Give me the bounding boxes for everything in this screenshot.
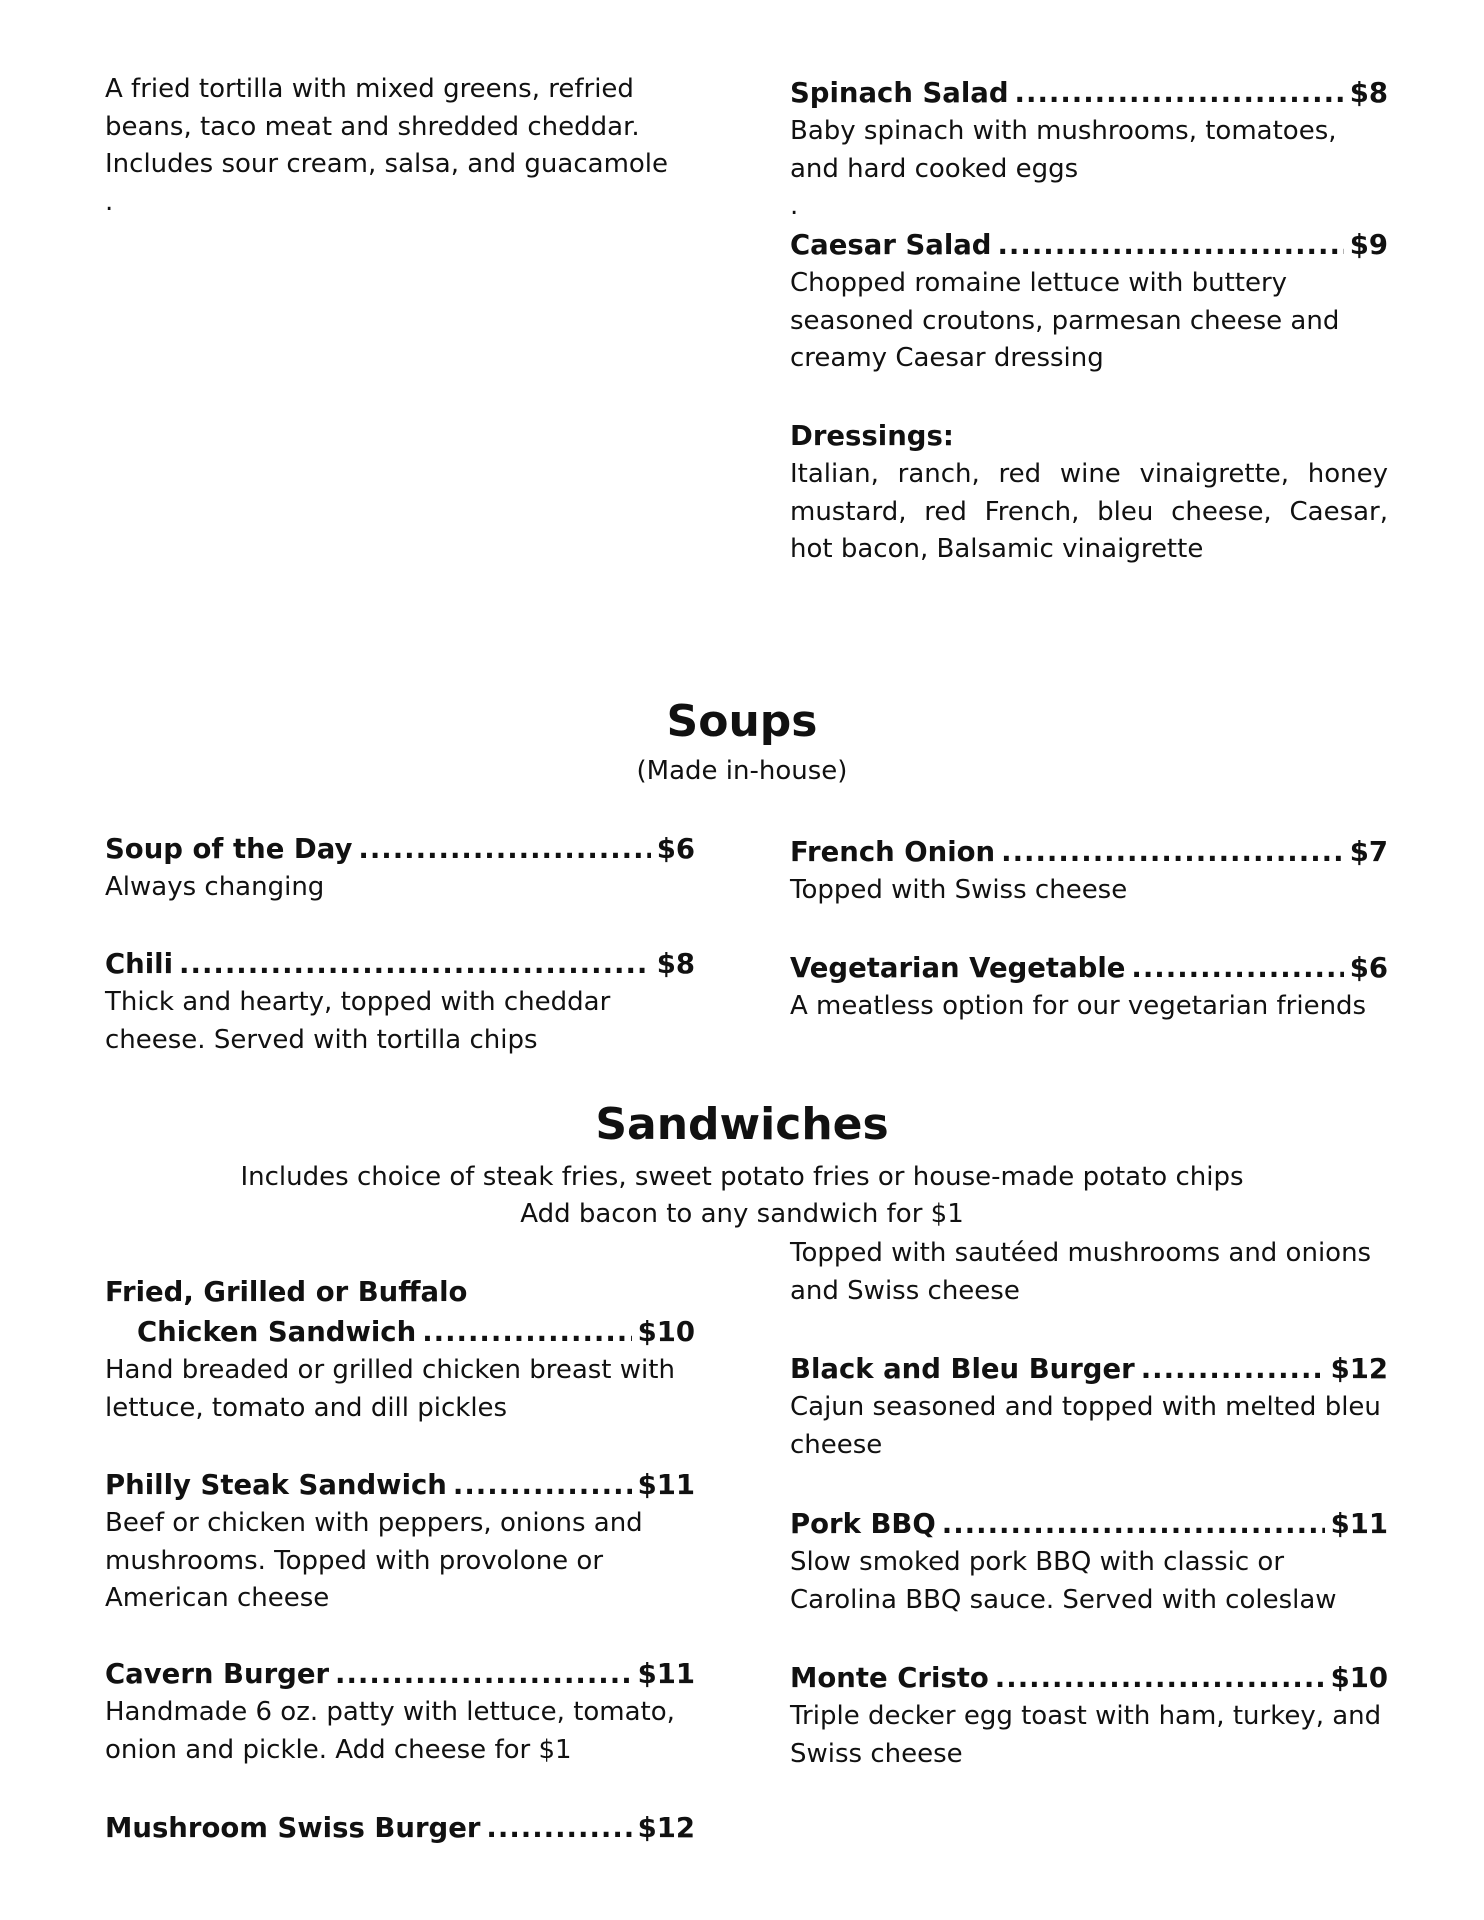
menu-item xyxy=(105,829,695,907)
caesar-salad-item xyxy=(790,225,1388,378)
dot-leader xyxy=(486,1808,631,1848)
chicken-sandwich-title xyxy=(105,1312,695,1352)
dot-leader xyxy=(1015,73,1344,113)
cavern-burger-title xyxy=(105,1654,695,1694)
item-price: $11 xyxy=(637,1658,695,1690)
menu-item xyxy=(105,944,695,1059)
item-description: Slow smoked pork BBQ with classic or Carolina BBQ sauce. Served with coleslaw xyxy=(790,1547,1337,1615)
sandwiches-title: Sandwiches xyxy=(595,1099,889,1150)
item-name: French Onion xyxy=(790,836,996,868)
cavern-burger-item xyxy=(105,1654,695,1769)
item-price: $9 xyxy=(1349,229,1388,261)
dot-leader xyxy=(179,944,651,984)
mushroom-swiss-description: Topped with sautéed mushrooms and onions and Swiss cheese xyxy=(790,1238,1372,1306)
item-price: $12 xyxy=(1330,1353,1388,1385)
black-bleu-item xyxy=(790,1349,1388,1464)
mushroom-swiss-item xyxy=(105,1808,695,1848)
philly-steak-item xyxy=(105,1465,695,1618)
item-description: Handmade 6 oz. patty with lettuce, tomato, onion and pickle. Add cheese for $1 xyxy=(105,1697,675,1765)
item-price: $10 xyxy=(1330,1662,1388,1694)
chicken-sandwich-item xyxy=(105,1272,695,1427)
taco-salad-dot: . xyxy=(105,186,114,217)
taco-salad-description: A fried tortilla with mixed greens, refried beans, taco meat and shredded cheddar. Includes sour cream, salsa, and guacamole xyxy=(105,74,669,179)
dot-leader xyxy=(1141,1349,1325,1389)
dressings-title: Dressings: xyxy=(790,420,954,452)
dressings-list: Italian, ranch, red wine vinaigrette, honey mustard, red French, bleu cheese, Caesar, hot bacon, Balsamic vinaigrette xyxy=(790,459,1388,564)
dressings-block xyxy=(790,416,1388,569)
dot-leader xyxy=(942,1504,1325,1544)
item-name: Caesar Salad xyxy=(790,229,992,261)
item-name: Mushroom Swiss Burger xyxy=(105,1812,481,1844)
pork-bbq-item xyxy=(790,1504,1388,1619)
item-price: $8 xyxy=(656,948,695,980)
item-name: Black and Bleu Burger xyxy=(790,1353,1135,1385)
soups-title: Soups xyxy=(666,696,818,747)
item-description: Thick and hearty, topped with cheddar cheese. Served with tortilla chips xyxy=(105,987,611,1055)
item-name: Monte Cristo xyxy=(790,1662,989,1694)
item-description: Always changing xyxy=(105,872,325,902)
dot-leader xyxy=(995,1658,1325,1698)
mushroom-swiss-description-block xyxy=(790,1235,1388,1310)
chili-title xyxy=(105,944,695,984)
taco-salad-item xyxy=(105,71,695,221)
item-name: Chili xyxy=(105,948,174,980)
caesar-salad-title xyxy=(790,225,1388,265)
monte-cristo-item xyxy=(790,1658,1388,1773)
chicken-sandwich-name-line1: Fried, Grilled or Buffalo xyxy=(105,1276,468,1308)
item-price: $6 xyxy=(656,833,695,865)
dot-leader xyxy=(997,225,1343,265)
pork-bbq-title xyxy=(790,1504,1388,1544)
dot-leader xyxy=(453,1465,632,1505)
black-bleu-title xyxy=(790,1349,1388,1389)
item-price: $7 xyxy=(1349,836,1388,868)
spinach-salad-description: Baby spinach with mushrooms, tomatoes, and hard cooked eggs xyxy=(790,116,1337,184)
item-price: $11 xyxy=(637,1469,695,1501)
soups-subtitle: (Made in-house) xyxy=(636,756,848,786)
menu-item xyxy=(790,948,1388,1026)
item-description: Hand breaded or grilled chicken breast with lettuce, tomato and dill pickles xyxy=(105,1355,675,1423)
item-name: Cavern Burger xyxy=(105,1658,330,1690)
item-price: $6 xyxy=(1349,952,1388,984)
item-description: Topped with Swiss cheese xyxy=(790,875,1128,905)
item-description: A meatless option for our vegetarian friends xyxy=(790,991,1367,1021)
mushroom-swiss-title xyxy=(105,1808,695,1848)
item-price: $10 xyxy=(637,1316,695,1348)
item-name: Pork BBQ xyxy=(790,1508,936,1540)
item-name: Spinach Salad xyxy=(790,77,1009,109)
item-description: Beef or chicken with peppers, onions and mushrooms. Topped with provolone or American cheese xyxy=(105,1508,643,1613)
item-name: Chicken Sandwich xyxy=(137,1316,417,1348)
item-name: Soup of the Day xyxy=(105,833,353,865)
spinach-salad-item xyxy=(790,73,1388,226)
caesar-salad-description: Chopped romaine lettuce with buttery seasoned croutons, parmesan cheese and creamy Caesar dressing xyxy=(790,268,1340,373)
vegetarian-vegetable-title xyxy=(790,948,1388,988)
item-name: Vegetarian Vegetable xyxy=(790,952,1126,984)
dot-leader xyxy=(422,1312,631,1352)
item-price: $11 xyxy=(1330,1508,1388,1540)
philly-steak-title xyxy=(105,1465,695,1505)
sandwiches-note-bacon: Add bacon to any sandwich for $1 xyxy=(520,1199,964,1229)
menu-item xyxy=(790,832,1388,910)
item-name: Philly Steak Sandwich xyxy=(105,1469,447,1501)
dot-leader xyxy=(1001,832,1344,872)
dot-leader xyxy=(335,1654,632,1694)
soup-of-the-day-title xyxy=(105,829,695,869)
monte-cristo-title xyxy=(790,1658,1388,1698)
spinach-salad-title xyxy=(790,73,1388,113)
dot-leader xyxy=(1131,948,1343,988)
item-price: $12 xyxy=(637,1812,695,1844)
spinach-salad-dot: . xyxy=(790,191,799,221)
item-description: Triple decker egg toast with ham, turkey, and Swiss cheese xyxy=(790,1701,1382,1769)
dot-leader xyxy=(358,829,650,869)
item-description: Cajun seasoned and topped with melted bleu cheese xyxy=(790,1392,1381,1460)
french-onion-title xyxy=(790,832,1388,872)
item-price: $8 xyxy=(1349,77,1388,109)
sandwiches-note-sides: Includes choice of steak fries, sweet potato fries or house-made potato chips xyxy=(240,1162,1244,1192)
